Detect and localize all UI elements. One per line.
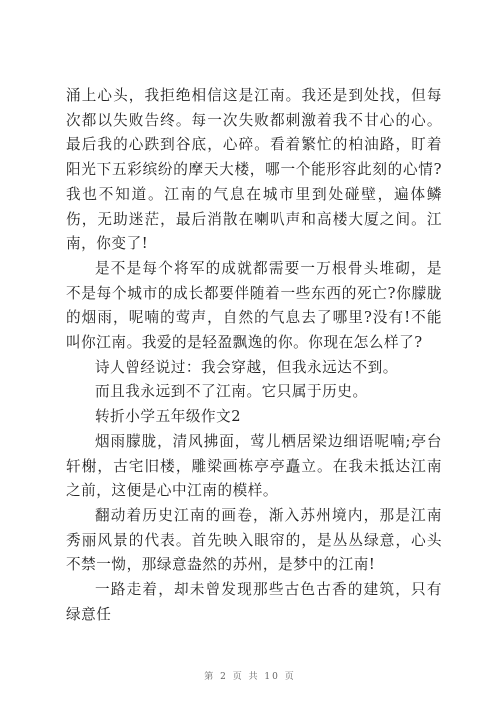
paragraph-5: 烟雨朦胧，清风拂面，莺儿栖居梁边细语呢喃;亭台轩榭，古宅旧楼，雕梁画栋亭亭矗立。在我未抵达江南之前，这便是心中江南的模样。 bbox=[66, 432, 442, 500]
section-heading: 转折小学五年级作文2 bbox=[95, 408, 242, 426]
page-number-footer: 第 2 页 共 10 页 bbox=[204, 672, 296, 682]
paragraph-3: 诗人曾经说过：我会穿越，但我永远达不到。 bbox=[95, 358, 398, 376]
paragraph-7: 一路走着，却未曾发现那些古色古香的建筑，只有绿意任 bbox=[66, 581, 442, 623]
body-text bbox=[66, 84, 442, 627]
paragraph-6: 翻动着历史江南的画卷，渐入苏州境内，那是江南秀丽风景的代表。首先映入眼帘的，是丛丛绿意，心头不禁一怮，那绿意盎然的苏州，是梦中的江南! bbox=[66, 506, 442, 574]
paragraph-1: 涌上心头，我拒绝相信这是江南。我还是到处找，但每次都以失败告终。每一次失败都刺激着我不甘心的心。最后我的心跌到谷底，心碎。看着繁忙的柏油路，盯着阳光下五彩缤纷的摩天大楼，哪一个能形容此刻的心情?我也不知道。江南的气息在城市里到处碰壁，遍体鳞伤，无助迷茫，最后消散在喇叭声和高楼大厦之间。江南，你变了! bbox=[66, 87, 442, 253]
paragraph-2: 是不是每个将军的成就都需要一万根骨头堆砌，是不是每个城市的成长都要伴随着一些东西的死亡?你朦胧的烟雨，呢喃的莺声，自然的气息去了哪里?没有!不能叫你江南。我爱的是轻盈飘逸的你。你现在怎么样了? bbox=[66, 259, 442, 352]
paragraph-4: 而且我永远到不了江南。它只属于历史。 bbox=[95, 383, 368, 401]
